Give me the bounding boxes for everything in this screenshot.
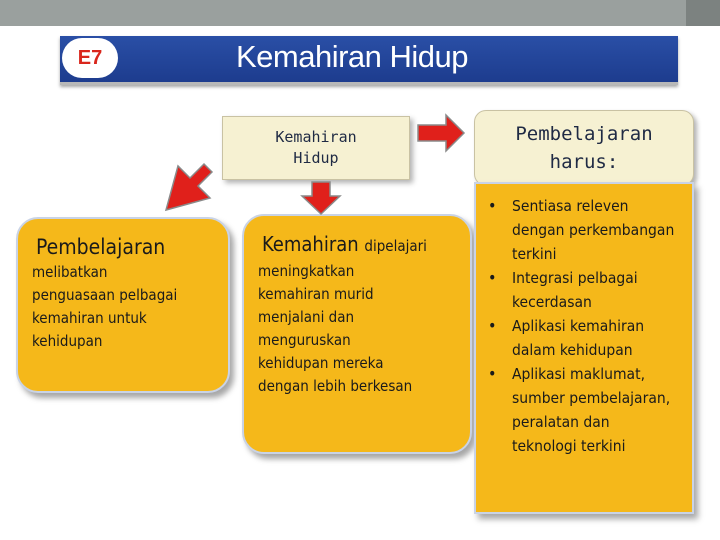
slide-badge — [62, 38, 118, 78]
page-title: Kemahiran Hidup — [236, 39, 469, 74]
top-strip-notch — [686, 0, 720, 26]
list-item-text: Aplikasi kemahiran dalam kehidupan — [512, 317, 645, 359]
list-item-text: Sentiasa releven dengan perkembangan terkini — [512, 197, 675, 263]
list-item — [484, 194, 686, 266]
badge-label: E7 — [77, 46, 103, 69]
skills-card — [242, 214, 472, 454]
requirements-list — [476, 194, 692, 458]
list-item-text: Integrasi pelbagai kecerdasan — [512, 269, 638, 311]
learning-card — [16, 217, 230, 393]
bullet-icon: • — [488, 268, 497, 287]
learning-card-body: melibatkan penguasaan pelbagai kemahiran untuk kehidupan — [32, 263, 178, 350]
bullet-icon: • — [488, 316, 497, 335]
list-item — [484, 314, 686, 362]
list-item-text: Aplikasi maklumat, sumber pembelajaran, peralatan dan teknologi terkini — [512, 365, 671, 455]
skills-card-heading-main: Kemahiran — [262, 232, 359, 256]
skills-card-heading-small: dipelajari — [364, 237, 427, 255]
skills-card-heading — [262, 232, 470, 256]
center-concept-box: Kemahiran Hidup — [222, 116, 410, 180]
arrow-down-icon — [302, 182, 340, 214]
learning-must-box: Pembelajaran harus: — [474, 110, 694, 186]
requirements-card — [474, 182, 694, 514]
arrow-down-left-icon — [166, 164, 212, 210]
learning-card-heading: Pembelajaran — [36, 235, 166, 259]
bullet-icon: • — [488, 196, 497, 215]
list-item — [484, 266, 686, 314]
top-strip — [0, 0, 720, 26]
arrow-right-icon — [418, 115, 464, 151]
bullet-icon: • — [488, 364, 497, 383]
list-item — [484, 362, 686, 458]
skills-card-body: meningkatkan kemahiran murid menjalani dan menguruskan kehidupan mereka dengan lebih berkesan — [258, 262, 413, 395]
